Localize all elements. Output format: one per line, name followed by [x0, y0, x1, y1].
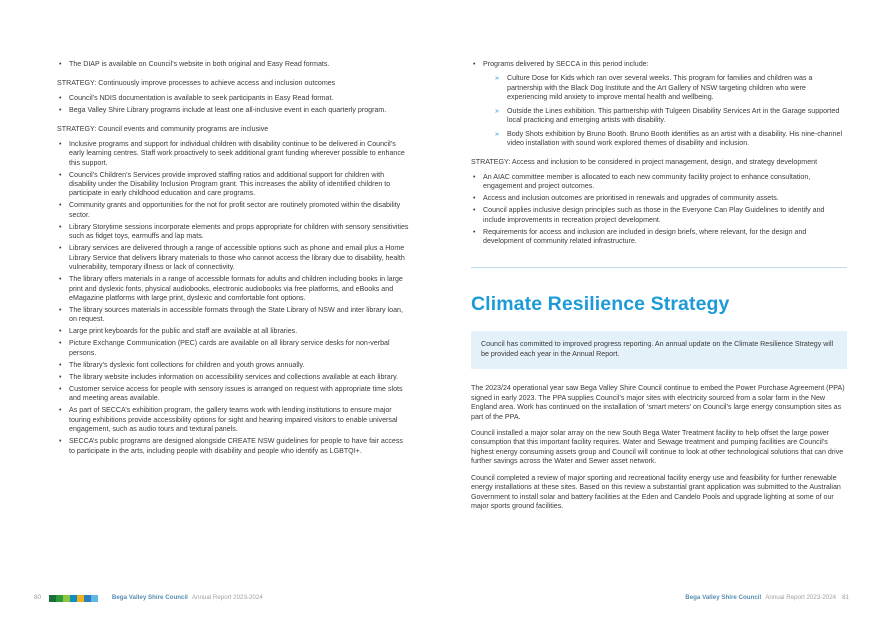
list-item: • Library Storytime sessions incorporate elements and props appropriate for children with sensory sensitivities such as fidget toys, earmuffs and lap mats.: [57, 223, 409, 242]
secca-sub-list: [483, 74, 847, 148]
list-item: • Large print keyboards for the public and staff are available at all libraries.: [57, 327, 409, 336]
list-item: • Library services are delivered through a range of accessible options such as phone and email plus a Home Library Service that delivers library materials to those who cannot access the library due to disability, health vulnerability, temporary illness or lack of connectivity.: [57, 244, 409, 272]
list-item: • As part of SECCA’s exhibition program, the gallery teams work with lending institutions to ensure major touring exhibitions provide accessibility options for sight and hearing impaired visitors to enable universal engagement, such as audio tours and textural panels.: [57, 406, 409, 434]
list-item: • Inclusive programs and support for individual children with disability continue to be delivered in Council’s early learning centres. Staff work proactively to seek additional grant funding wherever possible to enhance this support.: [57, 140, 409, 168]
list-item: • Picture Exchange Communication (PEC) cards are available on all library service desks for non-verbal persons.: [57, 339, 409, 358]
footer-brand: Bega Valley Shire Council: [685, 594, 762, 601]
color-swatch: [49, 595, 56, 602]
page-number-right: 81: [842, 594, 849, 601]
intro-list: [57, 60, 409, 69]
color-swatch: [56, 595, 63, 602]
secca-list: [471, 60, 847, 148]
list-item: • Council applies inclusive design principles such as those in the Everyone Can Play Guidelines to identify and include improvements in recreation project development.: [471, 206, 847, 225]
section-title: Climate Resilience Strategy: [471, 292, 730, 315]
sub-list-item: » Culture Dose for Kids which ran over several weeks. This program for families and children was a partnership with the Black Dog Institute and the Art Gallery of NSW targeting children who were experiencing mild anxiety to improve mental health and wellbeing.: [483, 74, 847, 102]
list-item: • Community grants and opportunities for the not for profit sector are routinely promoted within the disability sector.: [57, 201, 409, 220]
color-swatch: [84, 595, 91, 602]
left-column: [57, 60, 409, 459]
color-swatch: [70, 595, 77, 602]
body-paragraph: Council installed a major solar array on the new South Bega Water Treatment facility to help offset the large power consumption that this important facility requires. Water and Sewage treatment and pumping facilities are Council’s highest energy consuming assets group and Council will continue to look at other technological solutions that can drive further savings across the Water and Sewer asset network.: [471, 428, 844, 466]
list-item: • An AIAC committee member is allocated to each new community facility project to enhance consultation, engagement and project outcomes.: [471, 173, 847, 192]
list-item: • The library sources materials in accessible formats through the State Library of NSW and inter library loan, on request.: [57, 306, 409, 325]
list-item: • The library’s dyslexic font collections for children and youth grows annually.: [57, 361, 409, 370]
section-divider: [471, 267, 847, 268]
list-item: • Customer service access for people with sensory issues is arranged on request with appropriate time slots and meeting areas available.: [57, 385, 409, 404]
list-item: • Council’s NDIS documentation is available to seek participants in Easy Read format.: [57, 94, 409, 103]
strategy-heading: STRATEGY: Continuously improve processes to achieve access and inclusion outcomes: [57, 79, 336, 88]
footer-subtitle: Annual Report 2023-2024: [191, 594, 263, 601]
footer-left: [34, 594, 263, 602]
color-swatch: [91, 595, 98, 602]
body-paragraph: Council completed a review of major sporting and recreational facility energy use and feasibility for further renewable energy installations at these sites. Based on this review a substantial grant application was submitted to the Australian Government to install solar and battery facilities at the Eden and Candelo Pools and upgrade lighting at some of our major sports ground facilities.: [471, 473, 841, 510]
strategy-3-list: [471, 173, 847, 247]
footer-right: [685, 594, 849, 602]
callout-text: Council has committed to improved progress reporting. An annual update on the Climate Resilience Strategy will be provided each year in the Annual Report.: [481, 340, 834, 358]
list-item: • The DIAP is available on Council’s website in both original and Easy Read formats.: [57, 60, 409, 69]
body-paragraph: The 2023/24 operational year saw Bega Valley Shire Council continue to embed the Power Purchase Agreement (PPA) signed in early 2023. The PPA supplies Council’s major sites with electricity sourced from a solar farm in the New England area. Work has continued on the installation of ‘smart meters’ on Council’s large energy consumption sites as part of the PPA.: [471, 384, 845, 421]
list-item: • Requirements for access and inclusion are included in design briefs, where relevant, for the design and development of community related infrastructure.: [471, 228, 847, 247]
page-number-left: 80: [34, 594, 41, 601]
color-swatch: [77, 595, 84, 602]
strategy-1-list: [57, 94, 409, 115]
color-bar: [49, 595, 98, 602]
list-item: • Council’s Children’s Services provide improved staffing ratios and additional support for children with disability under the Disability Inclusion Program grant. This increases the ability of identified children to participate in early childhood education and care programs.: [57, 171, 409, 199]
sub-list-item: » Body Shots exhibition by Bruno Booth. Bruno Booth identifies as an artist with a disability. His nine-channel video installation with sound work explored themes of disability and inclusion.: [483, 130, 847, 149]
list-item: • Bega Valley Shire Library programs include at least one all-inclusive event in each quarterly program.: [57, 106, 409, 115]
strategy-heading: STRATEGY: Council events and community programs are inclusive: [57, 125, 269, 134]
list-item: • Access and inclusion outcomes are prioritised in renewals and upgrades of community assets.: [471, 194, 847, 203]
list-item: • The library offers materials in a range of accessible formats for adults and children including books in large print and dyslexic fonts, physical audiobooks, electronic audiobooks via free platforms, and eBooks and eMagazine platforms with large print, dyslexic and comfortable font options.: [57, 275, 409, 303]
secca-intro: Programs delivered by SECCA in this period include:: [483, 60, 649, 68]
footer-subtitle: Annual Report 2023-2024: [765, 594, 837, 601]
strategy-2-list: [57, 140, 409, 456]
list-item: • The library website includes information on accessibility services and collections available at each library.: [57, 373, 409, 382]
list-item: • SECCA’s public programs are designed alongside CREATE NSW guidelines for people to have fair access to participate in the arts, including people with disability and people who identify as LGBTQI+.: [57, 437, 409, 456]
list-item: [471, 60, 847, 148]
strategy-heading: STRATEGY: Access and inclusion to be considered in project management, design, and strategy development: [471, 158, 818, 167]
callout-box: [471, 331, 847, 369]
color-swatch: [63, 595, 70, 602]
sub-list-item: » Outside the Lines exhibition. This partnership with Tulgeen Disability Services Art in the Garage supported local practicing and emerging artists with disability.: [483, 107, 847, 126]
right-column: [471, 60, 847, 518]
footer-brand: Bega Valley Shire Council: [111, 594, 188, 601]
